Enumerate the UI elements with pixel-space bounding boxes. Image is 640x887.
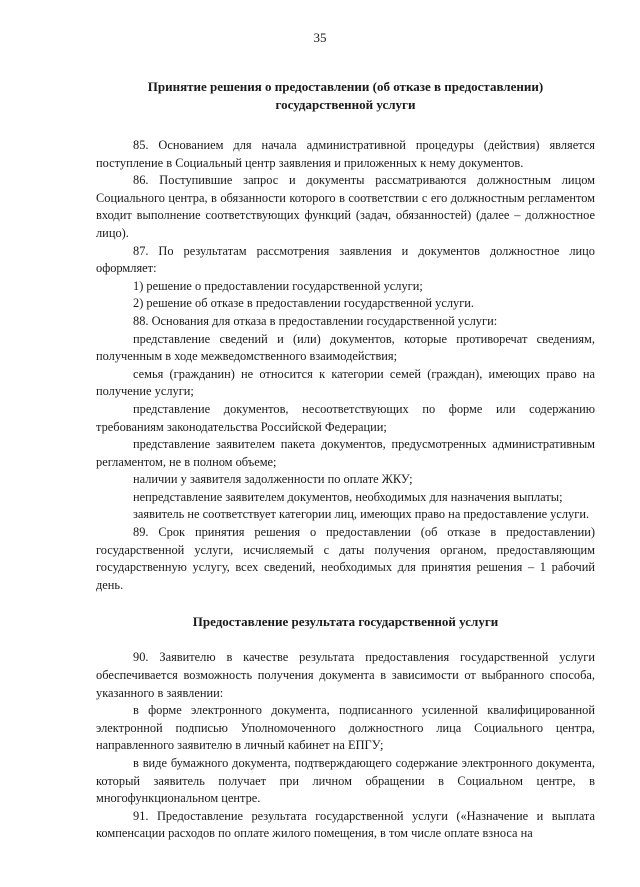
heading-line: Принятие решения о предоставлении (об отказе в предоставлении) [147, 79, 544, 94]
list-item: наличии у заявителя задолженности по оплате ЖКУ; [133, 472, 413, 487]
section-body-decision [96, 137, 595, 594]
list-item: заявитель не соответствует категории лиц, имеющих право на предоставление услуги. [133, 507, 590, 522]
section-body-result [96, 649, 595, 843]
paragraph-85: 85. Основанием для начала административной процедуры (действия) является поступление в Социальный центр заявления и приложенных к нему документов. [96, 138, 595, 170]
list-item: представление заявителем пакета документов, предусмотренных административным регламентом, не в полном объеме; [96, 437, 595, 469]
list-item: семья (гражданин) не относится к категории семей (граждан), имеющих право на получение услуги; [96, 366, 595, 399]
section-heading-result: Предоставление результата государственной услуги [192, 614, 499, 630]
paragraph-87: 87. По результатам рассмотрения заявления и документов должностное лицо оформляет: [96, 243, 595, 276]
paragraph-86: 86. Поступившие запрос и документы рассматриваются должностным лицом Социального центра, в обязанности которого в соответствии с его должностным регламентом входит выполнение соответствующих функций (задач, обязанностей) (далее – должностное лицо). [96, 173, 595, 240]
heading-line: государственной услуги [275, 97, 416, 112]
list-item: в форме электронного документа, подписанного усиленной квалифицированной электронной подписью Уполномоченного должностного лица Социального центра, направленного заявителю в личный кабинет на ЕПГУ; [96, 703, 595, 753]
paragraph-88: 88. Основания для отказа в предоставлении государственной услуги: [133, 313, 498, 328]
list-item: непредставление заявителем документов, необходимых для назначения выплаты; [133, 489, 563, 504]
list-item: в виде бумажного документа, подтверждающего содержание электронного документа, который заявитель получает при личном обращении в Социальном центре, в многофункциональном центре. [96, 756, 595, 806]
section-heading-decision [96, 0, 595, 114]
list-item: 1) решение о предоставлении государственной услуги; [133, 278, 423, 293]
paragraph-90: 90. Заявителю в качестве результата предоставления государственной услуги обеспечивается возможность получения документа в зависимости от выбранного способа, указанного в заявлении: [96, 650, 595, 700]
paragraph-89: 89. Срок принятия решения о предоставлении (об отказе в предоставлении) государственной услуги, исчисляемый с даты получения органом, предоставляющим государственную услугу, всех сведений, необходимых для принятия решения – 1 рабочий день. [96, 525, 595, 592]
list-item: представление сведений и (или) документов, которые противоречат сведениям, полученным в ходе межведомственного взаимодействия; [96, 331, 595, 364]
list-item: представление документов, несоответствующих по форме или содержанию требованиям законодательства Российской Федерации; [96, 401, 595, 434]
list-item: 2) решение об отказе в предоставлении государственной услуги. [133, 296, 475, 311]
page-number: 35 [313, 30, 327, 45]
paragraph-91: 91. Предоставление результата государственной услуги («Назначение и выплата компенсации расходов по оплате жилого помещения, в том числе оплате взноса на [96, 808, 595, 841]
